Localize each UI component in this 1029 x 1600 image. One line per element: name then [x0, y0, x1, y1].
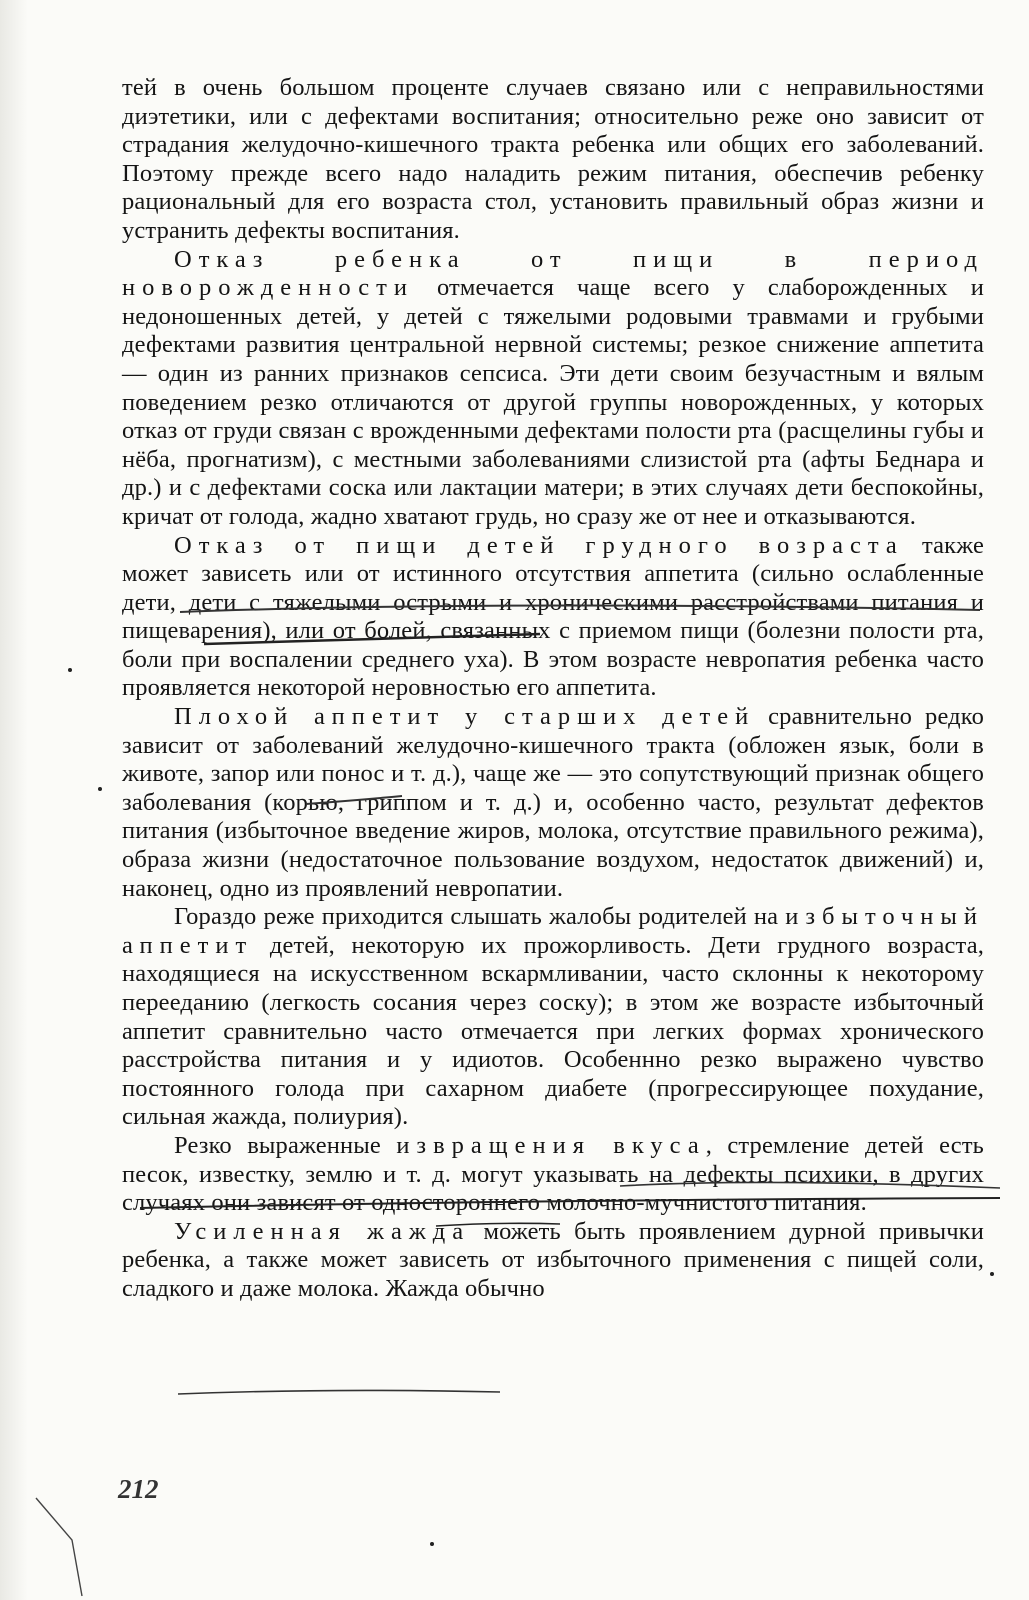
paragraph-3-text: также может зависеть или от истинного отсутствия аппетита (сильно ослабленные дети, дети с тяжелыми острыми и хроническими расстройствами питания и пищеварения), или от болей, связанных с приемом пищи (болезни полости рта, боли при воспалении среднего уха). В этом возрасте невропатия ребенка часто проявляется некоторой неровностью его аппетита.	[122, 531, 984, 702]
pencil-underline	[140, 1198, 1000, 1208]
paragraph-7-lead: Усиленная жажда	[174, 1217, 471, 1245]
paragraph-6-pre: Резко выраженные	[174, 1131, 397, 1159]
paragraph-7-text: можеть быть проявлением дурной привычки ребенка, а также может зависеть от избыточного применения с пищей соли, сладкого и даже молока. Жажда обычно	[122, 1217, 984, 1302]
pencil-underline	[178, 1390, 500, 1394]
paragraph-4-lead: Плохой аппетит у старших детей	[174, 703, 756, 731]
paragraph-6-lead: извращения вкуса	[396, 1131, 706, 1159]
paragraph-4-text: сравнительно редко зависит от заболеваний желудочно-кишечного тракта (обложен язык, боли в животе, запор или понос и т. д.), чаще же — это сопутствующий признак общего заболевания (корью, гриппом и т. д.) и, особенно часто, результат дефектов питания (избыточное введение жиров, молока, отсутствие правильного режима), образа жизни (недостаточное пользование воздухом, недостаток движений) и, наконец, одно из проявлений невропатии.	[122, 703, 984, 902]
page-number: 212	[118, 1474, 159, 1504]
paragraph-5-lead: избыточный аппетит	[122, 903, 984, 959]
paragraph-2-text: отмечается чаще всего у слаборожденных и недоношенных детей, у детей с тяжелыми родовыми травмами и грубыми дефектами развития центральной нервной системы; резкое снижение аппетита — один из ранних признаков сепсиса. Эти дети своим безучастным и вялым поведением резко отличаются от другой группы новорожденных, у которых отказ от груди связан с врожденными дефектами полости рта (расщелины губы и нёба, прогнатизм), с местными заболеваниями слизистой рта (афты Беднара и др.) и с дефектами соска или лактации матери; в этих случаях дети беспокойны, кричат от голода, жадно хватают грудь, но сразу же от нее и отказываются.	[122, 274, 984, 530]
pencil-strike	[436, 1223, 560, 1226]
paragraph-5-text: детей, некоторую их прожорливость. Дети грудного возраста, находящиеся на искусственном вскармливании, часто склонны к некоторому перееданию (легкость сосания через соску); в этом же возрасте избыточный аппетит сравнительно часто отмечается при легких формах хронического расстройства питания и у идиотов. Особеннно резко выражено чувство постоянного голода при сахарном диабете (прогрессирующее похудание, сильная жажда, полиурия).	[122, 931, 984, 1131]
pencil-underline	[306, 796, 402, 804]
paragraph-5-pre: Гораздо реже приходится слышать жалобы родителей на	[174, 903, 786, 931]
paragraph-3-lead: Отказ от пищи детей грудного возраста	[174, 531, 904, 559]
paragraph-2-lead: Отказ ребенка от пищи в период новорожденности	[122, 245, 984, 302]
paragraph-1-text: тей в очень большом проценте случаев связано или с неправильностями диэтетики, или с дефектами воспитания; относительно реже оно зависит от страдания желудочно-кишечного тракта ребенка или общих его заболеваний. Поэтому прежде всего надо наладить режим питания, обеспечив ребенку рациональный для его возраста стол, установить правильный образ жизни и устранить дефекты воспитания.	[122, 74, 984, 244]
pencil-underline	[204, 634, 540, 644]
pencil-stroke	[36, 1498, 82, 1596]
paragraph-6-text: , стремление детей есть песок, известку, землю и т. д. могут указывать на дефекты психики, в других случаях они зависят от одностороннего молочно-мучнистого питания.	[122, 1131, 984, 1217]
pencil-underline	[180, 605, 980, 612]
pencil-underline	[620, 1182, 1000, 1188]
